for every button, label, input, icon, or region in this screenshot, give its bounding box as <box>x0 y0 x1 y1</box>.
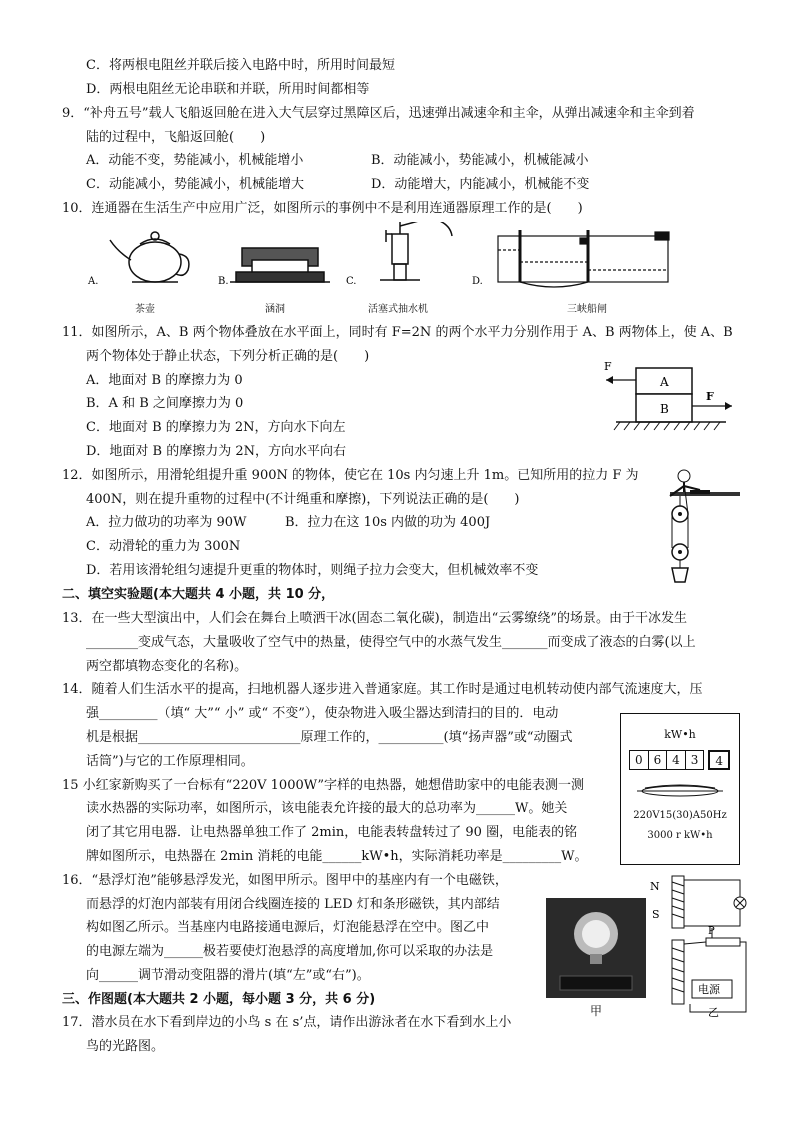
fig10-caption-teapot: 茶壶 <box>135 304 155 315</box>
q10-stem: 10．连通器在生活生产中应用广泛，如图所示的事例中不是利用连通器原理工作的是( ) <box>62 201 583 216</box>
pole-n-label: N <box>650 880 660 893</box>
block-a-label: A <box>660 375 669 389</box>
q12-option-c: C．动滑轮的重力为 300N <box>86 539 241 554</box>
q13-stem: 13．在一些大型演出中，人们会在舞台上喷洒干冰(固态二氧化碳)，制造出“云雾缭绕”的场景。由于干冰发生 <box>62 611 687 626</box>
q15-stem-cont2: 闭了其它用电器．让电热器单独工作了 2min，电能表转盘转过了 90 圈，电能表的铭 <box>86 825 578 840</box>
fig10-caption-lock: 三峡船闸 <box>567 304 607 315</box>
energy-meter <box>620 713 740 865</box>
q13-stem-end: 两空都填物态变化的名称)。 <box>86 659 248 674</box>
meter-disc <box>635 780 725 802</box>
q9-option-b: B．动能减小，势能减小，机械能减小 <box>371 153 589 168</box>
q11-stem-cont: 两个物体处于静止状态，下列分析正确的是( ) <box>86 349 370 364</box>
q11-option-a: A．地面对 B 的摩擦力为 0 <box>86 373 243 388</box>
q16-stem-end: 向______调节滑动变阻器的滑片(填“左”或“右”)。 <box>86 968 370 983</box>
q16-stem: 16．“悬浮灯泡”能够悬浮发光，如图甲所示。图甲中的基座内有一个电磁铁， <box>62 873 508 888</box>
fig10-letter-b: B. <box>218 276 229 287</box>
fig10-caption-pump: 活塞式抽水机 <box>368 304 428 315</box>
q12-option-d: D．若用该滑轮组匀速提升更重的物体时，则绳子拉力会变大，但机械效率不变 <box>86 563 539 578</box>
ship-lock-figure <box>498 230 669 287</box>
slider-p-label: P <box>708 926 715 937</box>
fig10-letter-c: C. <box>346 276 357 287</box>
circuit-diagram <box>650 870 750 1018</box>
q14-stem-end: 话筒”)与它的工作原理相同。 <box>86 754 254 769</box>
q9-option-d: D．动能增大，内能减小，机械能不变 <box>371 177 590 192</box>
q9-stem-cont: 陆的过程中，飞船返回舱( ) <box>86 130 266 145</box>
q15-stem: 15 小红家新购买了一台标有“220V 1000W”字样的电热器，她想借助家中的电能表测一测 <box>62 778 584 793</box>
meter-digit: 3 <box>685 750 705 770</box>
q11-option-c: C．地面对 B 的摩擦力为 2N，方向水下向左 <box>86 420 346 435</box>
q11-stem: 11．如图所示，A、B 两个物体叠放在水平面上，同时有 F=2N 的两个水平力分别作用于 A、B 两物体上，使 A、B <box>62 325 733 340</box>
q13-stem-cont: ________变成气态，大量吸收了空气中的热量，使得空气中的水蒸气发生_______而变成了液态的白雾(以上 <box>86 635 696 650</box>
q17-stem: 17．潜水员在水下看到岸边的小鸟 s 在 s’点，请作出游泳者在水下看到水上小 <box>62 1015 512 1030</box>
section-2-heading: 二、填空实验题(本大题共 4 小题，共 10 分， <box>62 587 335 602</box>
fig10-letter-a: A. <box>88 276 99 287</box>
q12-option-b: B．拉力在这 10s 内做的功为 400J <box>285 515 491 530</box>
q11-option-d: D．地面对 B 的摩擦力为 2N，方向水平向右 <box>86 444 347 459</box>
q10-figures <box>80 222 680 294</box>
q12-pulley-figure <box>640 462 744 586</box>
section-3-heading: 三、作图题(本大题共 2 小题，每小题 3 分，共 6 分) <box>62 992 376 1007</box>
q16-stem-cont3: 的电源左端为______极若要使灯泡悬浮的高度增加,你可以采取的办法是 <box>86 944 494 959</box>
q11-figure <box>596 356 746 438</box>
q9-option-c: C．动能减小，势能减小，机械能增大 <box>86 177 304 192</box>
q11-option-b: B．A 和 B 之间摩擦力为 0 <box>86 396 244 411</box>
circuit-label-yi: 乙 <box>708 1006 719 1018</box>
q15-stem-end: 牌如图所示，电热器在 2min 消耗的电能______kW•h，实际消耗功率是_________W。 <box>86 849 588 864</box>
q12-option-a: A．拉力做功的功率为 90W <box>86 515 247 530</box>
photo-label-jia: 甲 <box>590 1004 603 1018</box>
q14-stem-cont2: 机是根据_________________________原理工作的，__________(填“扬声器”或“动圈式 <box>86 730 573 745</box>
meter-digits <box>629 750 729 770</box>
q17-stem-cont: 鸟的光路图。 <box>86 1039 165 1054</box>
q14-stem: 14．随着人们生活水平的提高，扫地机器人逐步进入普通家庭。其工作时是通过电机转动使内部气流速度大，压 <box>62 682 703 697</box>
culvert-figure <box>230 248 330 282</box>
q12-stem: 12．如图所示，用滑轮组提升重 900N 的物体，使它在 10s 内匀速上升 1m。已知所用的拉力 F 为 <box>62 468 639 483</box>
meter-spec: 220V15(30)A50Hz <box>633 810 727 821</box>
power-source-label: 电源 <box>698 983 720 996</box>
block-b-label: B <box>660 402 669 416</box>
meter-digit: 4 <box>708 750 730 770</box>
force-left-label: F <box>604 360 612 373</box>
q8-option-d: D．两根电阻丝无论串联和并联，所用时间都相等 <box>86 82 370 97</box>
fig10-caption-culvert: 涵洞 <box>265 304 285 315</box>
q12-stem-cont: 400N，则在提升重物的过程中(不计绳重和摩擦)，下列说法正确的是( ) <box>86 492 520 507</box>
meter-digit: 6 <box>648 750 668 770</box>
q16-stem-cont: 而悬浮的灯泡内部装有用闭合线圈连接的 LED 灯和条形磁铁，其内部结 <box>86 897 500 912</box>
force-right-label: F <box>706 390 714 403</box>
q15-stem-cont: 读水热器的实际功率，如图所示，该电能表允许接的最大的总功率为______W。她关 <box>86 801 568 816</box>
q9-stem: 9．“补舟五号”载人飞船返回舱在进入大气层穿过黑障区后，迅速弹出减速伞和主伞，从弹出减速伞和主伞到着 <box>62 106 695 121</box>
piston-pump-figure <box>380 222 452 280</box>
meter-rev: 3000 r kW•h <box>647 830 713 841</box>
q16-stem-cont2: 构如图乙所示。当基座内电路接通电源后，灯泡能悬浮在空中。图乙中 <box>86 920 490 935</box>
meter-digit: 0 <box>629 750 649 770</box>
teapot-figure <box>110 232 189 282</box>
floating-bulb-photo <box>546 898 646 998</box>
meter-digit: 4 <box>666 750 686 770</box>
q8-option-c: C．将两根电阻丝并联后接入电路中时，所用时间最短 <box>86 58 395 73</box>
meter-unit: kW•h <box>664 728 696 741</box>
fig10-letter-d: D. <box>472 276 483 287</box>
q9-option-a: A．动能不变，势能减小，机械能增小 <box>86 153 304 168</box>
pole-s-label: S <box>652 908 660 921</box>
q14-stem-cont: 强_________（填“ 大”“ 小” 或“ 不变”），使杂物进入吸尘器达到清扫的目的．电动 <box>86 706 559 721</box>
